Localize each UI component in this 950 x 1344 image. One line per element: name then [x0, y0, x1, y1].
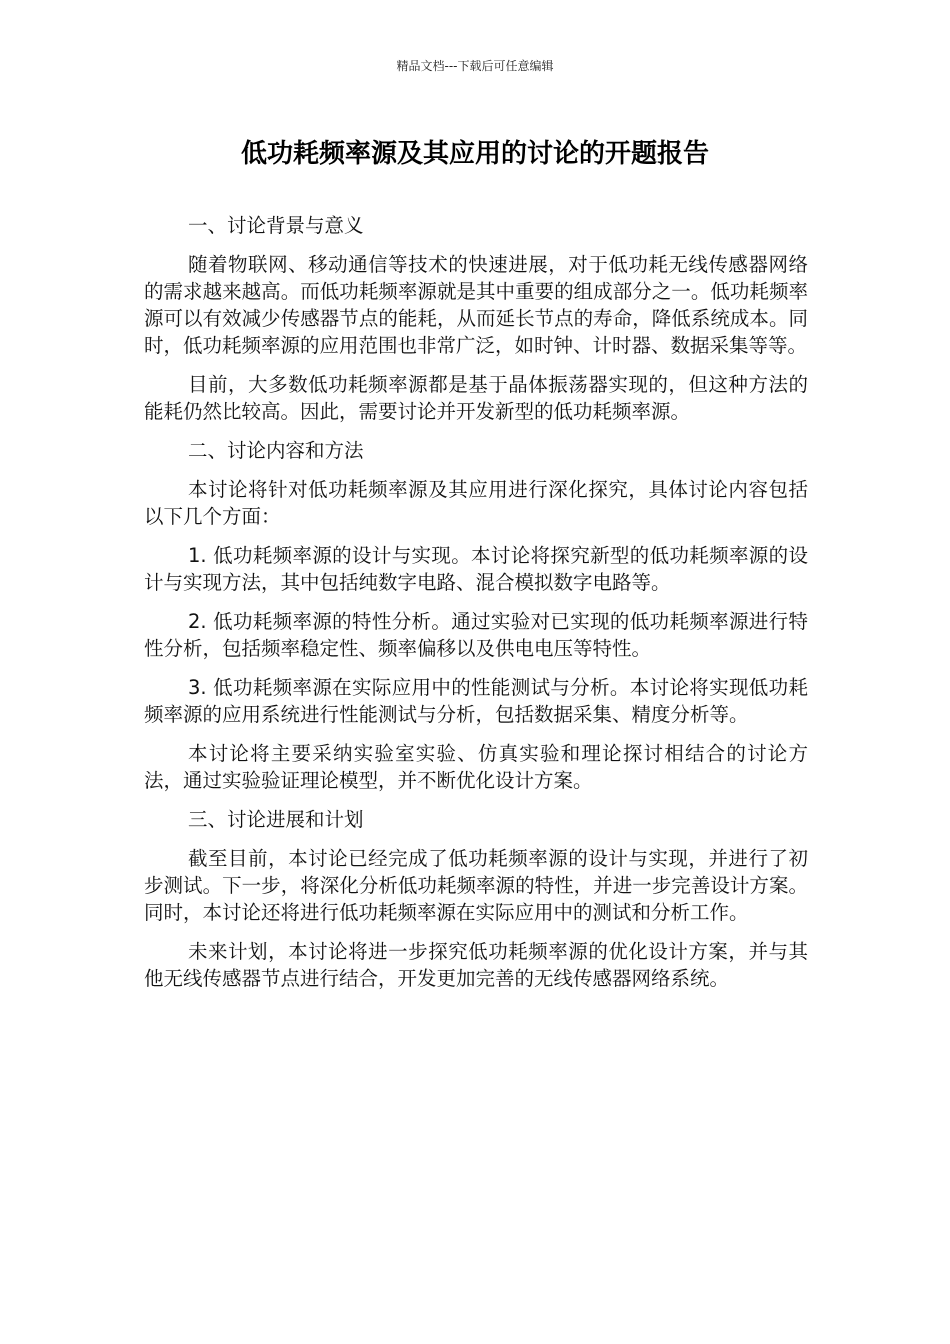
paragraph-future-plan: 未来计划，本讨论将进一步探究低功耗频率源的优化设计方案，并与其他无线传感器节点进行结合，开发更加完善的无线传感器网络系统。 — [144, 940, 808, 990]
document-body — [144, 212, 808, 1004]
paragraph-content-intro: 本讨论将针对低功耗频率源及其应用进行深化探究，具体讨论内容包括以下几个方面： — [144, 478, 808, 528]
section-heading-progress-plan: 三、讨论进展和计划 — [188, 808, 364, 831]
paragraph-methods: 本讨论将主要采纳实验室实验、仿真实验和理论探讨相结合的讨论方法，通过实验验证理论模型，并不断优化设计方案。 — [144, 742, 808, 792]
section-heading-content-methods: 二、讨论内容和方法 — [188, 439, 364, 462]
list-item-2: 2. 低功耗频率源的特性分析。通过实验对已实现的低功耗频率源进行特性分析，包括频率稳定性、频率偏移以及供电电压等特性。 — [144, 610, 808, 660]
section-heading-background: 一、讨论背景与意义 — [188, 214, 364, 237]
paragraph-progress: 截至目前，本讨论已经完成了低功耗频率源的设计与实现，并进行了初步测试。下一步，将深化分析低功耗频率源的特性，并进一步完善设计方案。同时，本讨论还将进行低功耗频率源在实际应用中的测试和分析工作。 — [144, 847, 808, 924]
list-item-3: 3. 低功耗频率源在实际应用中的性能测试与分析。本讨论将实现低功耗频率源的应用系统进行性能测试与分析，包括数据采集、精度分析等。 — [144, 676, 808, 726]
list-item-1: 1. 低功耗频率源的设计与实现。本讨论将探究新型的低功耗频率源的设计与实现方法，其中包括纯数字电路、混合模拟数字电路等。 — [144, 544, 808, 594]
paragraph-background-2: 目前，大多数低功耗频率源都是基于晶体振荡器实现的，但这种方法的能耗仍然比较高。因此，需要讨论并开发新型的低功耗频率源。 — [144, 373, 808, 423]
page-header-watermark: 精品文档---下载后可任意编辑 — [396, 59, 554, 73]
paragraph-background-1: 随着物联网、移动通信等技术的快速进展，对于低功耗无线传感器网络的需求越来越高。而低功耗频率源就是其中重要的组成部分之一。低功耗频率源可以有效减少传感器节点的能耗，从而延长节点的寿命，降低系统成本。同时，低功耗频率源的应用范围也非常广泛，如时钟、计时器、数据采集等等。 — [144, 253, 808, 357]
document-title: 低功耗频率源及其应用的讨论的开题报告 — [240, 139, 709, 169]
